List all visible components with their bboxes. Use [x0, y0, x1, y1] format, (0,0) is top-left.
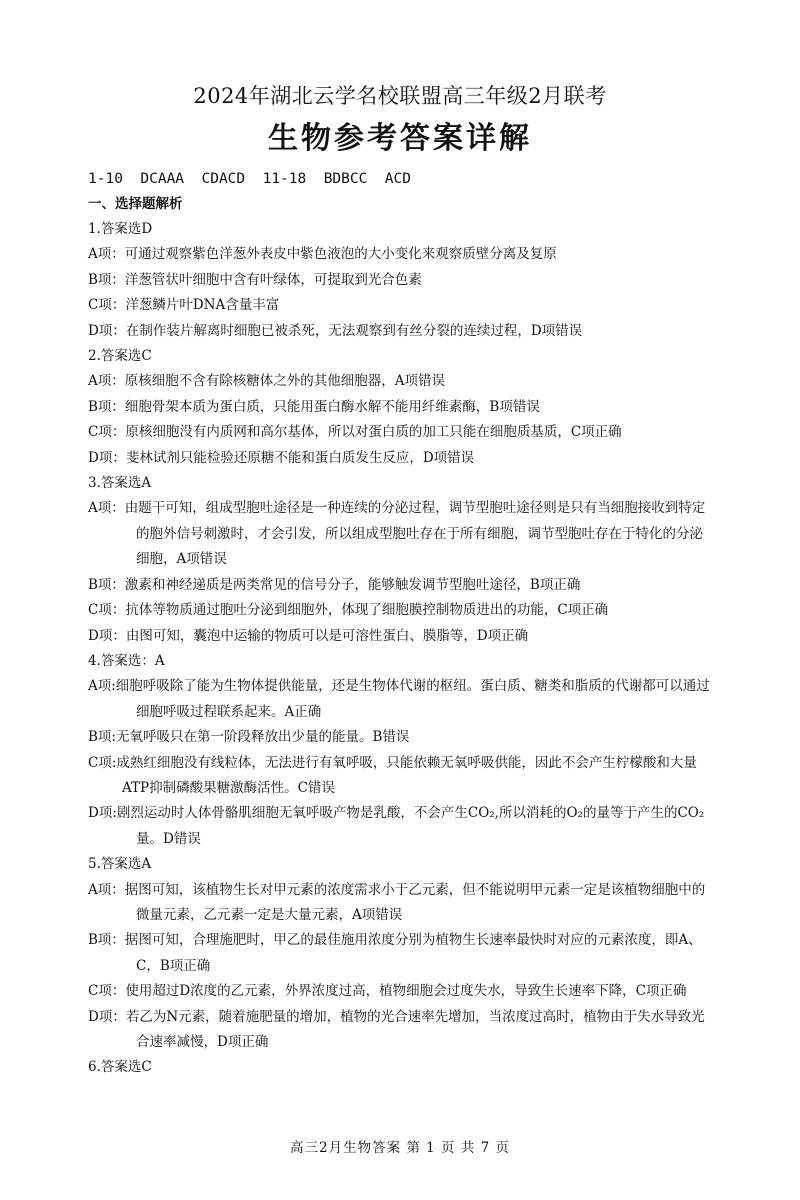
question-1-option-d: D项：在制作装片解离时细胞已被杀死，无法观察到有丝分裂的连续过程，D项错误: [88, 322, 583, 339]
question-4-option-d: D项:剧烈运动时人体骨骼肌细胞无氧呼吸产物是乳酸，不会产生CO₂,所以消耗的O₂的量等于产生的CO₂量。D错误: [88, 805, 705, 847]
question-5-option-a: A项：据图可知，该植物生长对甲元素的浓度需求小于乙元素，但不能说明甲元素一定是该植物细胞中的微量元素，乙元素一定是大量元素，A项错误: [88, 881, 706, 923]
question-3-option-a: A项：由题干可知，组成型胞吐途径是一种连续的分泌过程，调节型胞吐途径则是只有当细胞接收到特定的胞外信号刺激时，才会引发，所以组成型胞吐存在于所有细胞，调节型胞吐存在于特化的分泌细胞，A项错误: [88, 500, 706, 568]
question-4-option-a: A项:细胞呼吸除了能为生物体提供能量，还是生物体代谢的枢纽。蛋白质、糖类和脂质的代谢都可以通过细胞呼吸过程联系起来。A正确: [88, 678, 710, 720]
question-1-option-c: C项：洋葱鳞片叶DNA含量丰富: [88, 297, 280, 314]
question-5-option-d: D项：若乙为N元素，随着施肥量的增加，植物的光合速率先增加，当浓度过高时，植物由于失水导致光合速率减慢，D项正确: [88, 1008, 705, 1050]
answer-keys: 1-10 DCAAA CDACD 11-18 BDBCC ACD: [88, 171, 412, 187]
question-1-answer: 1.答案选D: [88, 221, 153, 237]
question-5-option-c: C项：使用超过D浓度的乙元素，外界浓度过高，植物细胞会过度失水，导致生长速率下降，C项正确: [88, 983, 687, 1000]
answer-content: [88, 166, 716, 1081]
question-2-option-c: C项：原核细胞没有内质网和高尔基体，所以对蛋白质的加工只能在细胞质基质，C项正确: [88, 424, 622, 441]
question-5-answer: 5.答案选A: [88, 856, 152, 873]
question-3-option-b: B项：激素和神经递质是两类常见的信号分子，能够触发调节型胞吐途径，B项正确: [88, 576, 581, 593]
question-3-answer: 3.答案选A: [88, 475, 152, 492]
question-4-option-c: C项:成熟红细胞没有线粒体，无法进行有氧呼吸，只能依赖无氧呼吸供能，因此不会产生柠檬酸和大量ATP抑制磷酸果糖激酶活性。C错误: [88, 754, 697, 796]
question-2-option-b: B项：细胞骨架本质为蛋白质，只能用蛋白酶水解不能用纤维素酶，B项错误: [88, 398, 540, 415]
question-3-option-d: D项：由图可知，囊泡中运输的物质可以是可溶性蛋白、膜脂等，D项正确: [88, 627, 529, 644]
main-title: 生物参考答案详解: [268, 121, 532, 156]
page-footer: 高三2月生物答案 第 1 页 共 7 页: [289, 1140, 510, 1156]
question-2-option-d: D项：斐林试剂只能检验还原糖不能和蛋白质发生反应，D项错误: [88, 449, 475, 466]
section-title: 一、选择题解析: [88, 196, 183, 212]
exam-title: 2024年湖北云学名校联盟高三年级2月联考: [193, 84, 607, 108]
question-6-answer: 6.答案选C: [88, 1059, 152, 1076]
question-4-option-b: B项:无氧呼吸只在第一阶段释放出少量的能量。B错误: [88, 729, 410, 746]
question-1-option-b: B项：洋葱管状叶细胞中含有叶绿体，可提取到光合色素: [88, 271, 422, 288]
question-5-option-b: B项：据图可知，合理施肥时，甲乙的最佳施用浓度分别为植物生长速率最快时对应的元素浓度，即A、C，B项正确: [88, 932, 702, 974]
question-3-option-c: C项：抗体等物质通过胞吐分泌到细胞外，体现了细胞膜控制物质进出的功能，C项正确: [88, 602, 609, 619]
question-1-option-a: A项：可通过观察紫色洋葱外表皮中紫色液泡的大小变化来观察质壁分离及复原: [88, 246, 557, 263]
question-2-option-a: A项：原核细胞不含有除核糖体之外的其他细胞器，A项错误: [88, 373, 445, 390]
question-4-answer: 4.答案选：A: [88, 652, 165, 669]
question-2-answer: 2.答案选C: [88, 348, 152, 365]
